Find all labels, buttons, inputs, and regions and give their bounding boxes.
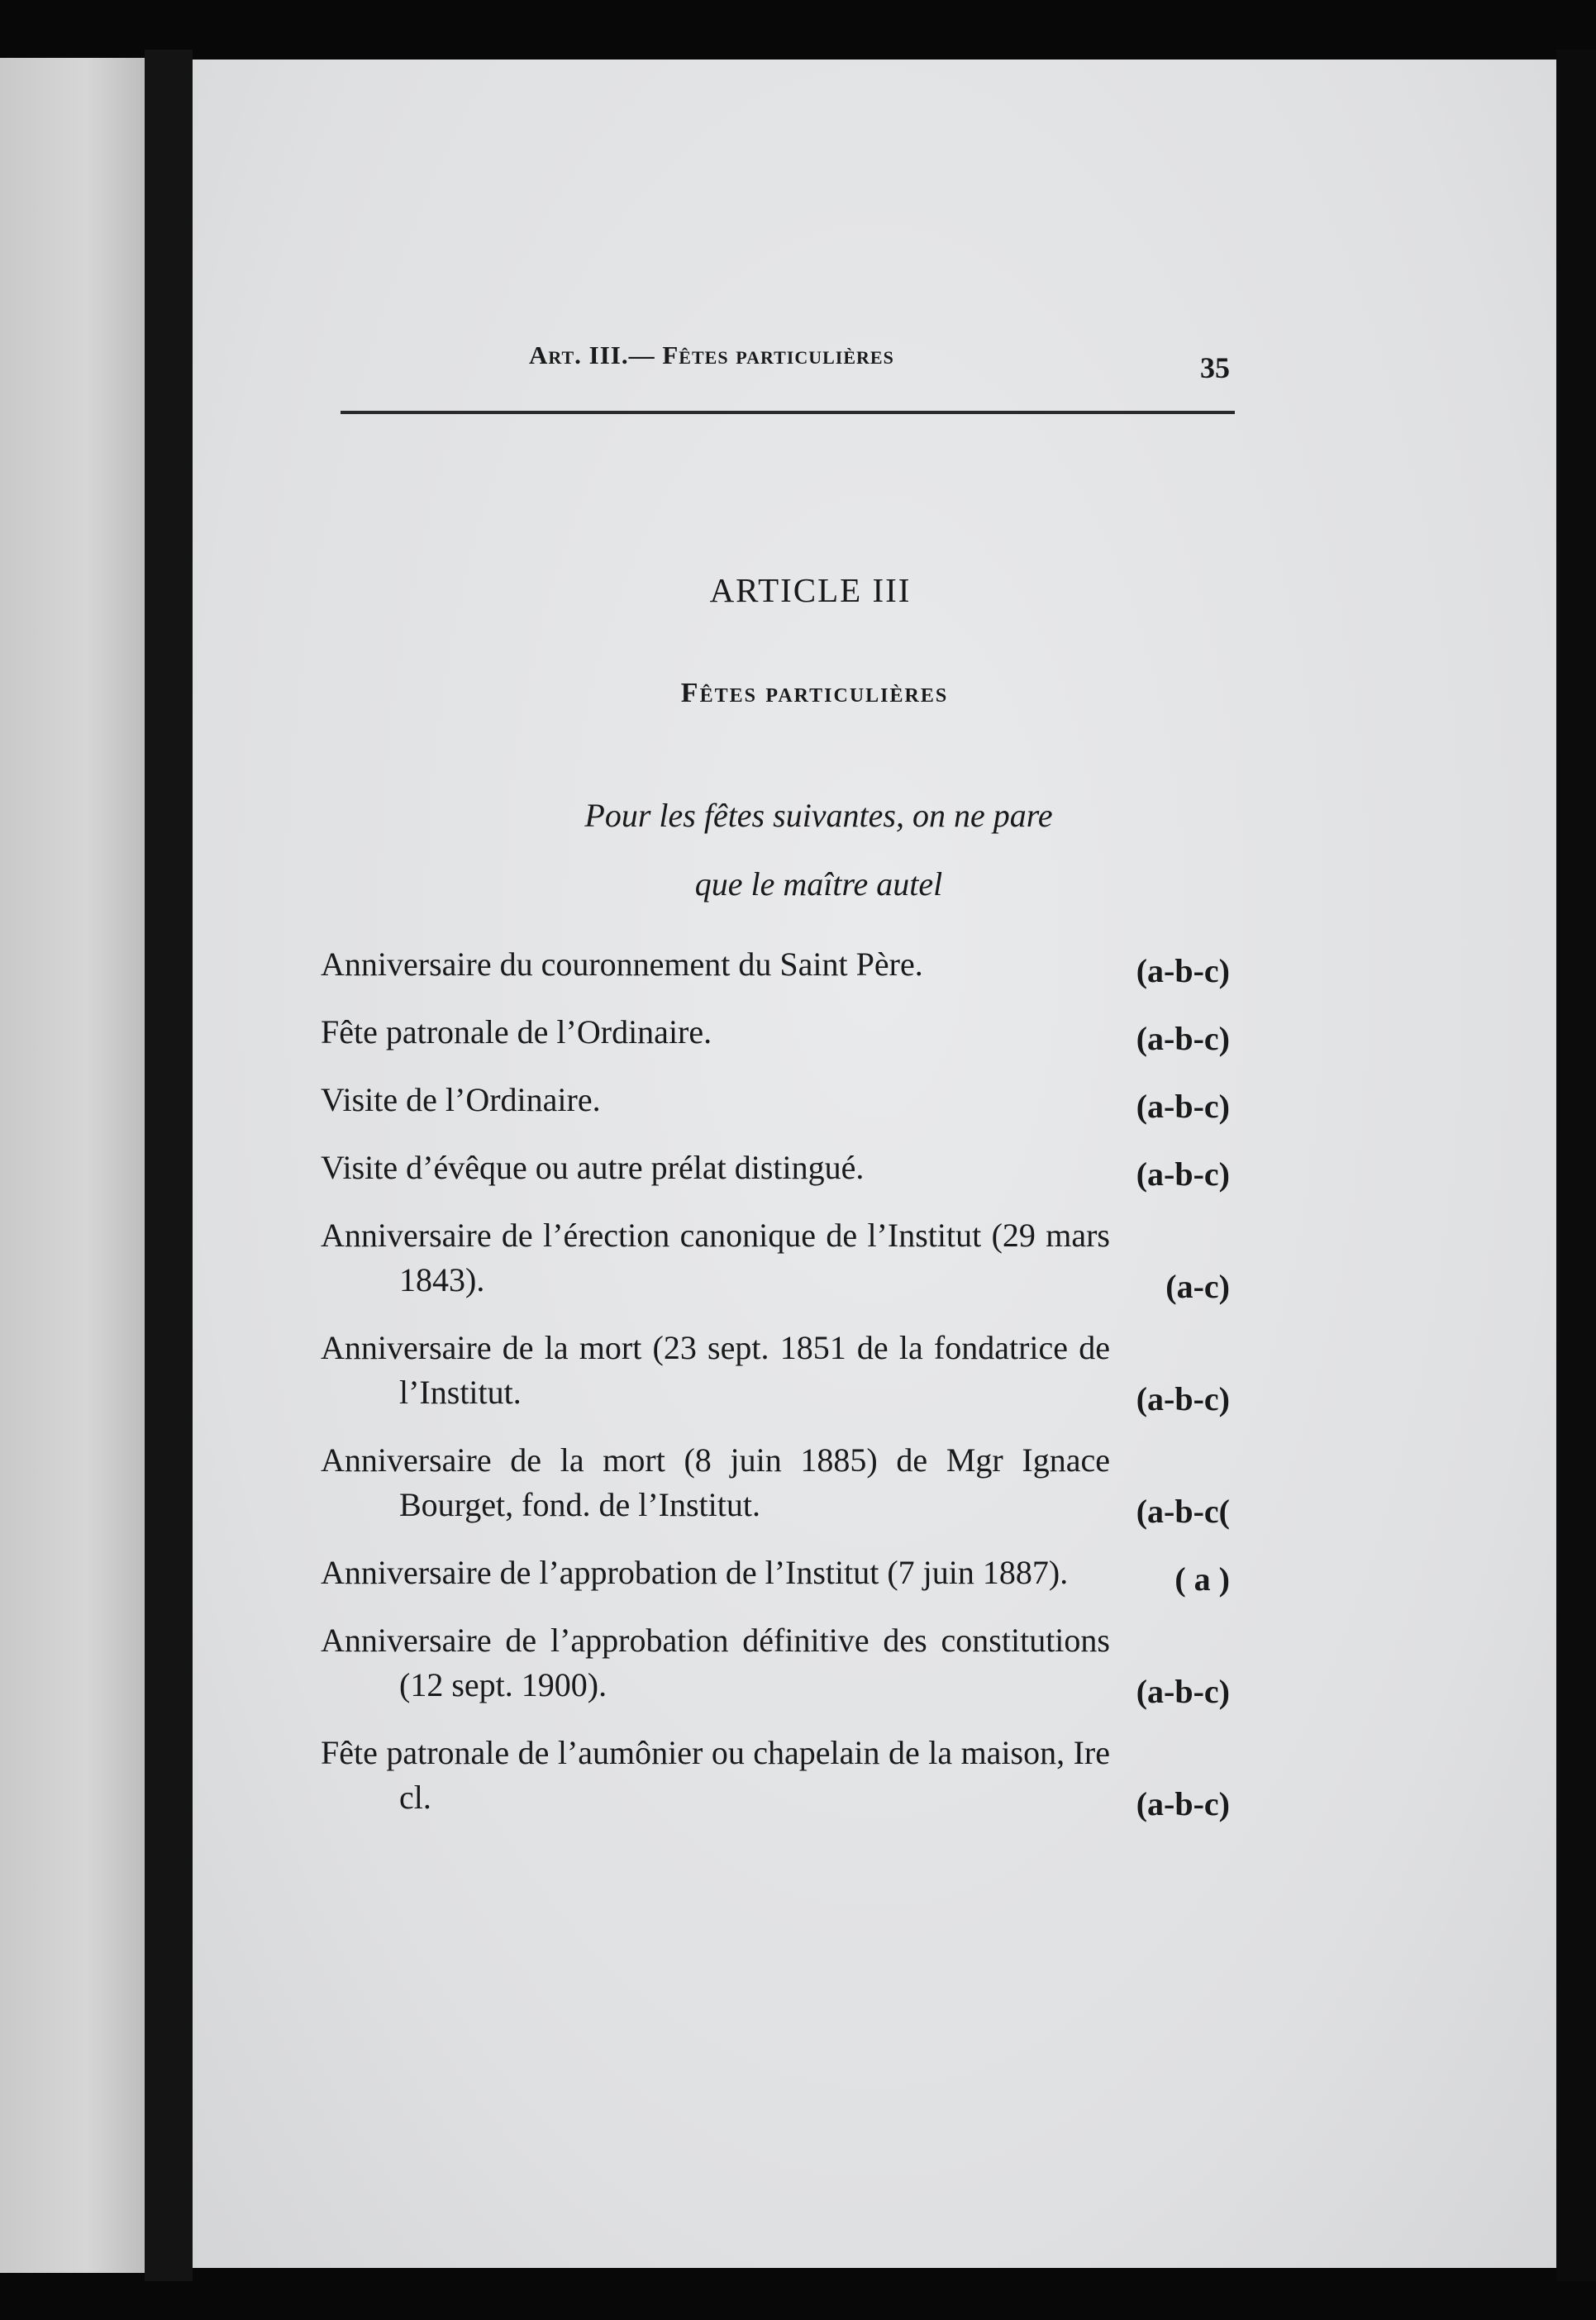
entry-code: (a-b-c) [1136,1155,1230,1193]
entry-text: Visite d’évêque ou autre prélat distingué. [321,1149,865,1186]
entry-code: (a-b-c) [1136,1020,1230,1057]
entry-code: ( a ) [1174,1560,1230,1598]
list-item [321,1326,1230,1415]
list-item [321,1213,1230,1303]
feast-list [321,942,1230,1843]
article-title: ARTICLE III [709,571,912,609]
book-spine [145,50,193,2281]
entry-code: (a-b-c) [1136,1673,1230,1710]
list-item [321,1146,1230,1193]
entry-code: (a-b-c) [1136,1785,1230,1822]
list-item [321,1078,1230,1125]
list-item [321,1010,1230,1055]
entry-text: Anniversaire de l’approbation de l’Institut (7 juin 1887). [321,1554,1069,1591]
section-title: Fêtes particulières [680,678,949,708]
entry-code: (a-b-c) [1136,952,1230,989]
header-rule [341,411,1235,414]
intro-line: Pour les fêtes suivantes, on ne pare [584,797,1053,834]
entry-code: (a-b-c) [1136,1088,1230,1125]
intro-line: que le maître autel [694,865,943,903]
entry-text: Visite de l’Ordinaire. [321,1081,601,1118]
entry-text: Anniversaire de la mort (8 juin 1885) de Mgr Ignace Bourget, fond. de l’Institut. [321,1441,1110,1523]
entry-text: Anniversaire de l’érection canonique de l’Institut (29 mars 1843). [321,1217,1110,1298]
list-item [321,1551,1230,1598]
list-item [321,942,1230,987]
list-item [321,1731,1230,1820]
entry-code: (a-b-c( [1136,1493,1230,1530]
entry-text: Fête patronale de l’aumônier ou chapelain de la maison, Ire cl. [321,1734,1110,1816]
list-item [321,1438,1230,1530]
entry-text: Anniversaire du couronnement du Saint Père. [321,946,923,983]
entry-text: Anniversaire de la mort (23 sept. 1851 de la fondatrice de l’Institut. [321,1329,1110,1411]
running-header: Art. III.— Fêtes particulières [529,341,894,369]
page-number: 35 [1200,351,1230,384]
entry-text: Fête patronale de l’Ordinaire. [321,1013,712,1050]
entry-code: (a-b-c) [1136,1380,1230,1417]
intro-paragraph [0,781,1596,918]
facing-page-edge [0,58,145,2273]
entry-text: Anniversaire de l’approbation définitive des constitutions (12 sept. 1900). [321,1622,1110,1703]
entry-code: (a-c) [1165,1268,1230,1305]
list-item [321,1618,1230,1708]
scan-right-border [1556,50,1596,2281]
